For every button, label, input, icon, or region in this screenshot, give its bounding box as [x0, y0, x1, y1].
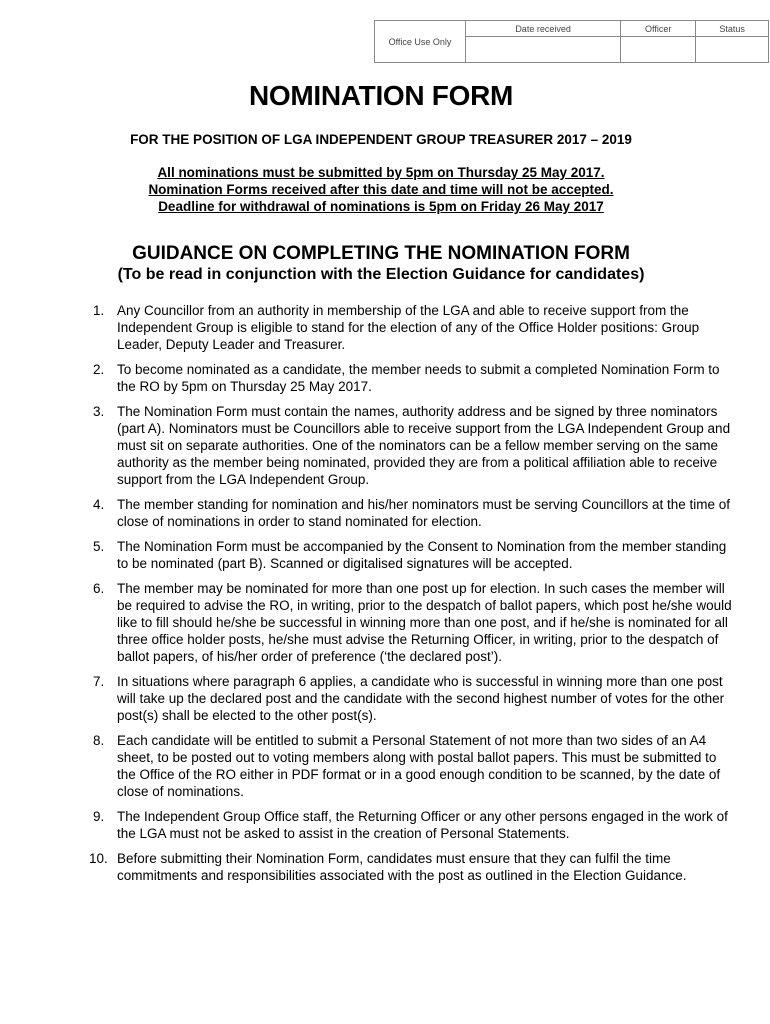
form-subtitle: FOR THE POSITION OF LGA INDEPENDENT GROUP TREASURER 2017 – 2019	[130, 132, 632, 147]
status-cell	[696, 37, 769, 63]
item-text: The Nomination Form must contain the names, authority address and be signed by three nominators (part A). Nominators must be Councillors able to receive support from the LGA Independent Group and must sit on separate authorities. One of the nominators can be a fellow member serving on the same authority as the member being nominated, provided they are from a political affiliation able to receive support from the LGA Independent Group.	[117, 404, 731, 487]
guidance-item	[90, 538, 732, 572]
item-text: The Nomination Form must be accompanied by the Consent to Nomination from the member standing to be nominated (part B). Scanned or digitalised signatures will be accepted.	[117, 539, 727, 571]
guidance-item	[90, 361, 732, 395]
item-text: The member standing for nomination and his/her nominators must be serving Councillors at the time of close of nominations in order to stand nominated for election.	[117, 497, 731, 529]
item-number: 3.	[93, 404, 105, 419]
late-submission-notice: Nomination Forms received after this date and time will not be accepted.	[148, 182, 614, 197]
item-text: In situations where paragraph 6 applies, a candidate who is successful in winning more than one post will take up the declared post and the candidate with the second highest number of votes for the other post(s) shall be elected to the other post(s).	[117, 674, 725, 723]
deadline-notice	[0, 164, 762, 215]
item-number: 5.	[93, 539, 105, 554]
guidance-item	[90, 302, 732, 353]
item-text: The Independent Group Office staff, the Returning Officer or any other persons engaged in the work of the LGA must not be asked to assist in the creation of Personal Statements.	[117, 809, 728, 841]
officer-cell	[621, 37, 696, 63]
form-title: NOMINATION FORM	[248, 80, 514, 111]
item-text: Before submitting their Nomination Form, candidates must ensure that they can fulfil the time commitments and responsibilities associated with the post as outlined in the Election Guidance.	[117, 851, 687, 883]
item-number: 10.	[89, 851, 108, 866]
item-number: 7.	[93, 674, 105, 689]
item-text: Any Councillor from an authority in membership of the LGA and able to receive support from the Independent Group is eligible to stand for the election of any of the Office Holder positions: Group Leader, Deputy Leader and Treasurer.	[117, 303, 700, 352]
guidance-list	[90, 302, 732, 892]
guidance-item	[90, 808, 732, 842]
item-number: 4.	[93, 497, 105, 512]
item-text: To become nominated as a candidate, the member needs to submit a completed Nomination Form to the RO by 5pm on Thursday 25 May 2017.	[117, 362, 720, 394]
guidance-heading: GUIDANCE ON COMPLETING THE NOMINATION FORM	[132, 243, 630, 264]
status-header: Status	[696, 21, 769, 37]
guidance-item	[90, 673, 732, 724]
guidance-item	[90, 732, 732, 800]
office-use-label: Office Use Only	[375, 21, 466, 63]
item-number: 8.	[93, 733, 105, 748]
withdrawal-deadline: Deadline for withdrawal of nominations is 5pm on Friday 26 May 2017	[158, 199, 604, 214]
guidance-item	[90, 580, 732, 665]
office-use-table	[374, 20, 769, 63]
guidance-subheading: (To be read in conjunction with the Election Guidance for candidates)	[117, 266, 645, 283]
item-number: 9.	[93, 809, 105, 824]
item-number: 6.	[93, 581, 105, 596]
guidance-item	[90, 403, 732, 488]
date-received-header: Date received	[466, 21, 621, 37]
item-text: Each candidate will be entitled to submit a Personal Statement of not more than two sides of an A4 sheet, to be posted out to voting members along with postal ballot papers. This must be submitted to the Office of the RO either in PDF format or in a good enough condition to be scanned, by the date of close of nominations.	[117, 733, 721, 799]
guidance-item	[90, 496, 732, 530]
submission-deadline: All nominations must be submitted by 5pm on Thursday 25 May 2017.	[157, 165, 605, 180]
item-number: 1.	[93, 303, 105, 318]
officer-header: Officer	[621, 21, 696, 37]
guidance-item	[90, 850, 732, 884]
date-received-cell	[466, 37, 621, 63]
item-text: The member may be nominated for more than one post up for election. In such cases the member will be required to advise the RO, in writing, prior to the despatch of ballot papers, which post he/she would like to fill should he/she be successful in winning more than one post, and if he/she is nominated for all three office holder posts, he/she must advise the Returning Officer, in writing, prior to the despatch of ballot papers, of his/her order of preference (‘the declared post’).	[117, 581, 732, 664]
item-number: 2.	[93, 362, 105, 377]
